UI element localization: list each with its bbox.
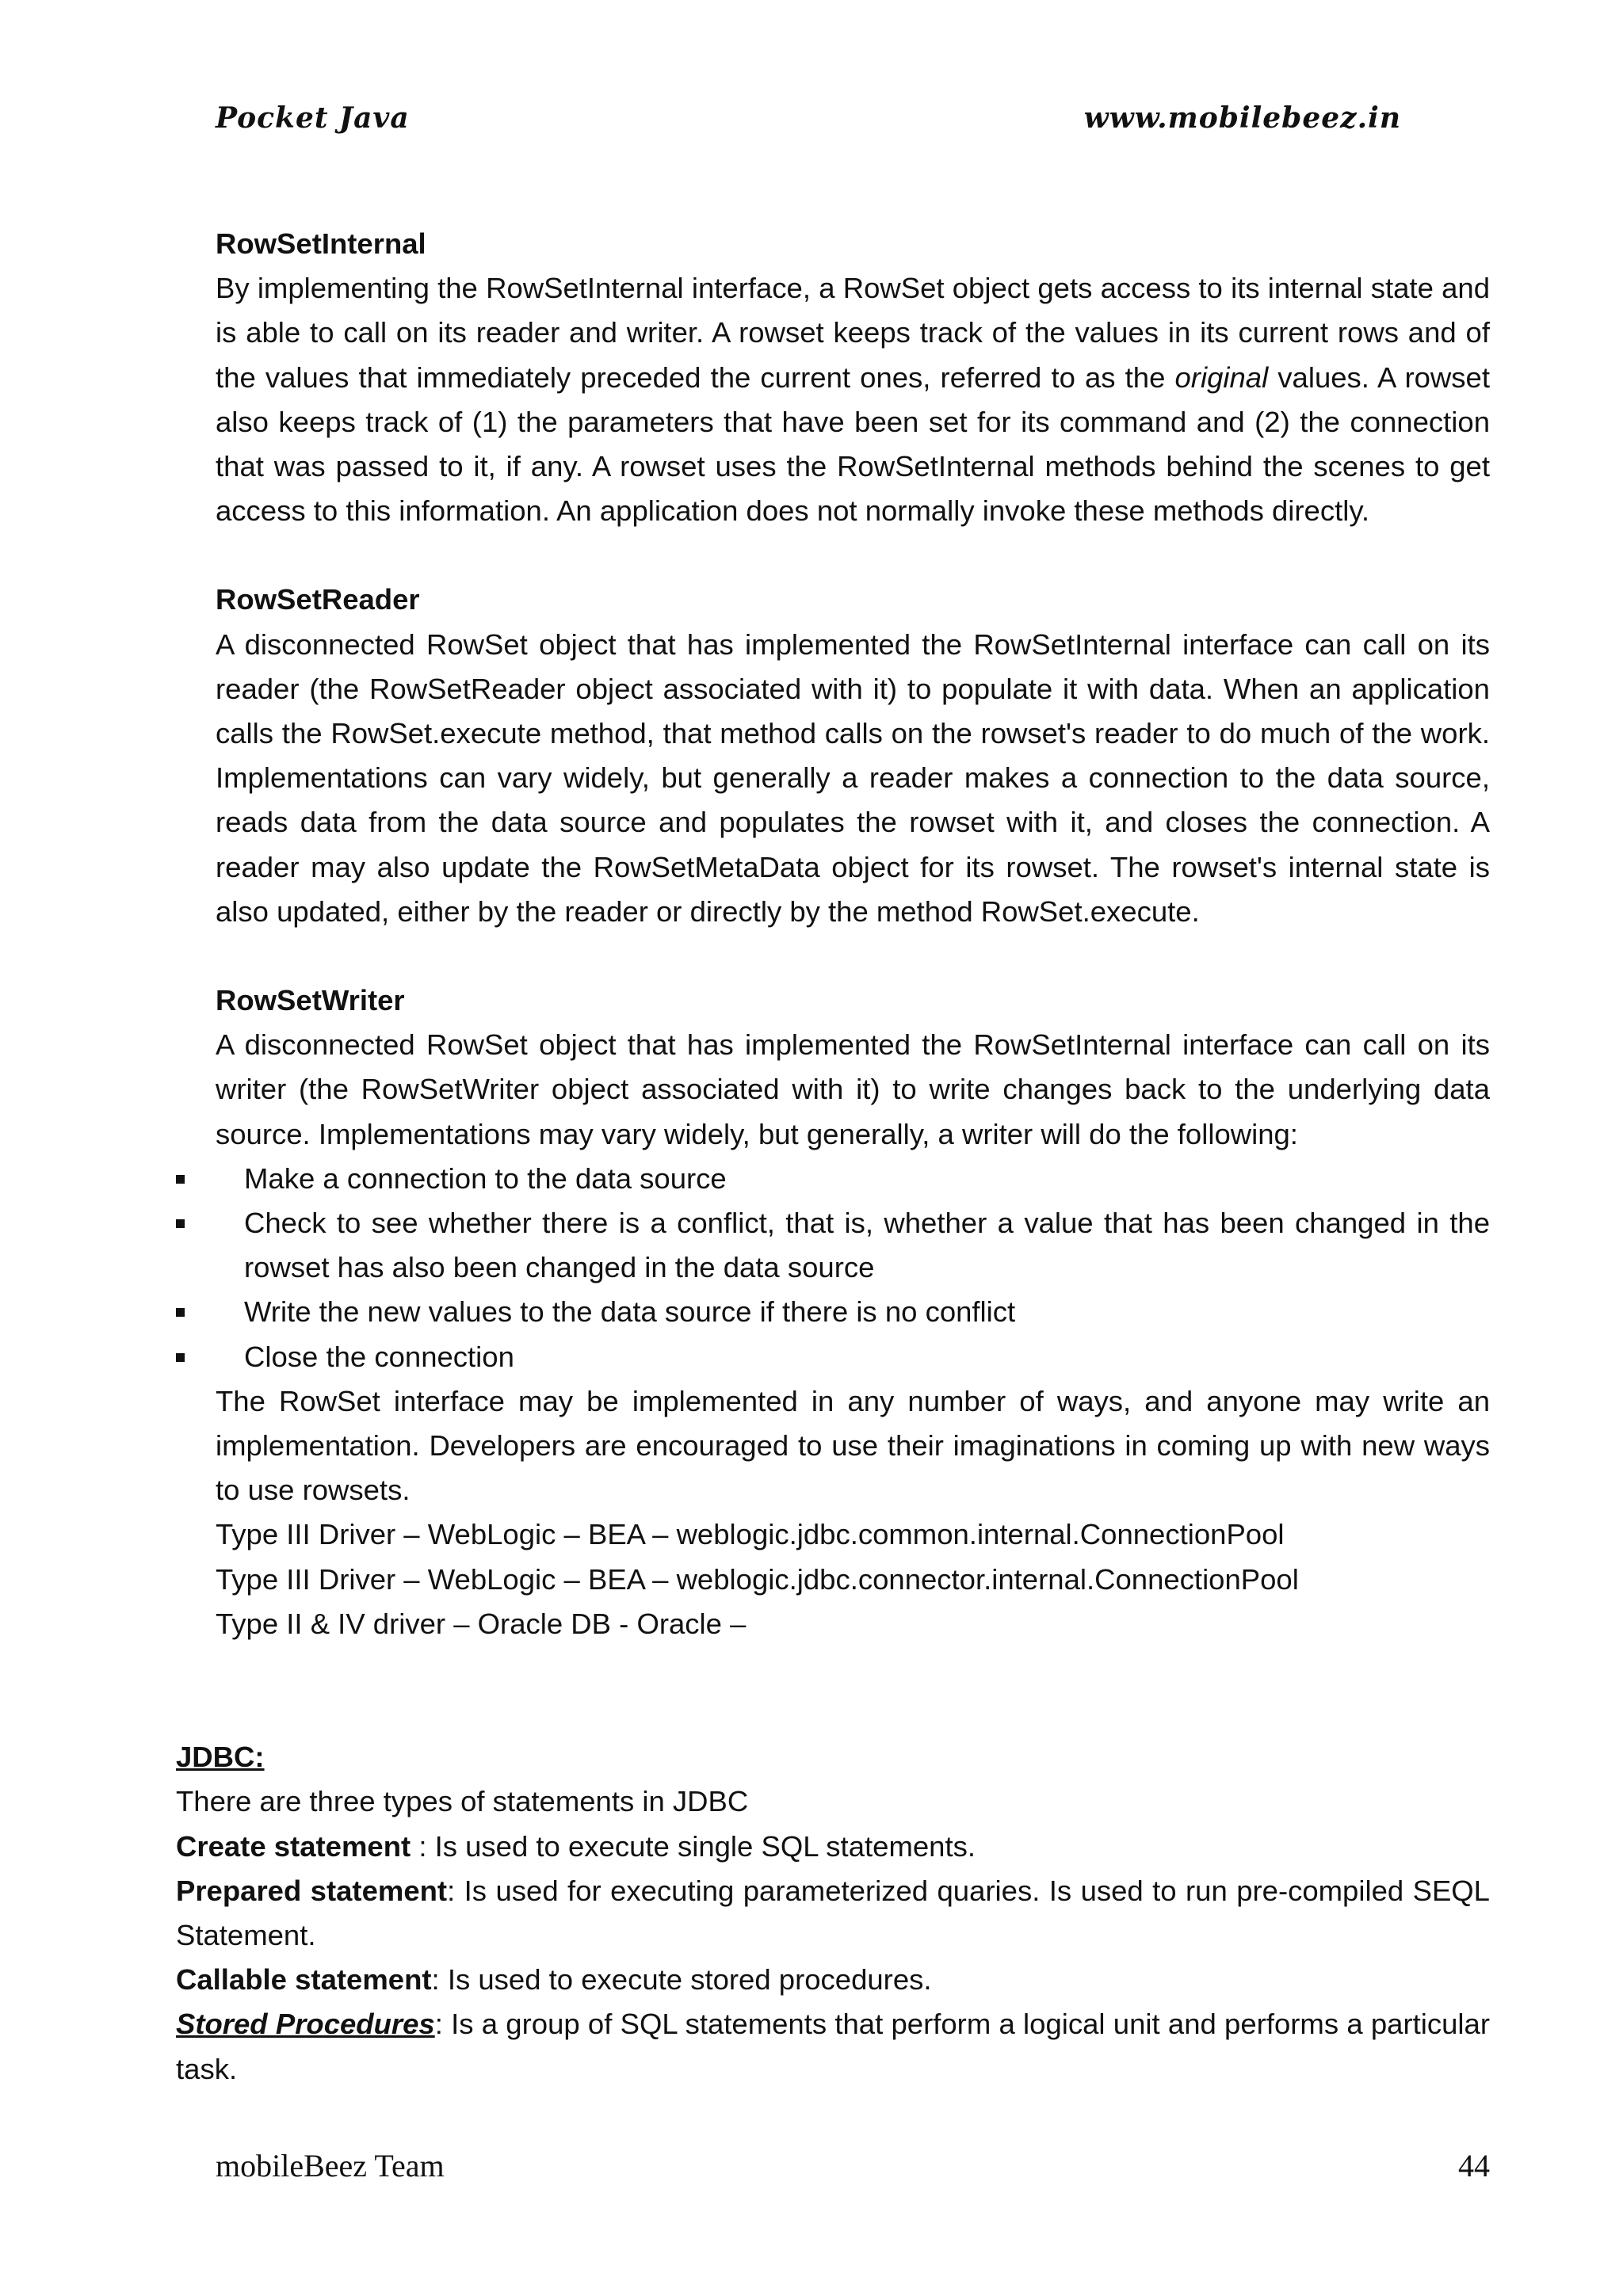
page-footer: [216, 2147, 1490, 2195]
statement-definition: [176, 1825, 1490, 1869]
list-item-text: Check to see whether there is a conflict, that is, whether a value that has been changed in the rowset has also been changed in the data source: [244, 1207, 1490, 1284]
section-body: The RowSet interface may be implemented in any number of ways, and anyone may write an implementation. Developers are encouraged to use their imaginations in coming up with new ways to use rowsets.: [216, 1384, 1490, 1507]
square-bullet-icon: [176, 1335, 189, 1379]
section-title: RowSetReader: [216, 583, 420, 616]
section-jdbc: [176, 1735, 1490, 2092]
section-title: RowSetWriter: [216, 984, 405, 1017]
section-body: [216, 266, 1490, 533]
list-item-text: Write the new values to the data source if there is no conflict: [244, 1295, 1016, 1329]
statement-term: Callable statement: [176, 1963, 432, 1997]
driver-line: Type II & IV driver – Oracle DB - Oracle –: [216, 1607, 747, 1640]
list-item: [176, 1335, 1490, 1379]
statement-definition: [176, 1958, 1490, 2002]
page-header: [216, 101, 1401, 149]
jdbc-intro: There are three types of statements in JDBC: [176, 1785, 749, 1818]
statement-term: Create statement: [176, 1829, 411, 1863]
statement-desc: : Is used for executing parameterized quaries. Is used to run pre-compiled SEQL Statement.: [176, 1874, 1490, 1951]
square-bullet-icon: [176, 1201, 189, 1245]
list-item: [176, 1201, 1490, 1290]
driver-line: Type III Driver – WebLogic – BEA – weblogic.jdbc.common.internal.ConnectionPool: [216, 1518, 1285, 1551]
square-bullet-icon: [176, 1290, 189, 1334]
section-rowsetinternal: [216, 222, 1490, 533]
stored-procedures-term: Stored Procedures: [176, 2008, 435, 2041]
bullet-list: [176, 1157, 1490, 1379]
statement-definition: [176, 1869, 1490, 1958]
list-item-text: Make a connection to the data source: [244, 1161, 727, 1195]
header-book-title: Pocket Java: [216, 101, 410, 135]
statement-desc: : Is used to execute single SQL statements.: [411, 1829, 976, 1863]
footer-team: mobileBeez Team: [216, 2148, 445, 2183]
list-item: [176, 1157, 1490, 1201]
section-title: RowSetInternal: [216, 227, 426, 260]
statement-desc: : Is used to execute stored procedures.: [431, 1963, 932, 1997]
body-text: values. A rowset also keeps track of (1) the parameters that have been set for its command and (2) the connection that was passed to it, if any. A rowset uses the RowSetInternal methods behind the scenes to get access to this information. An application does not normally invoke these methods directly.: [216, 360, 1490, 528]
header-website: www.mobilebeez.in: [1083, 101, 1401, 135]
page-number: 44: [1458, 2148, 1490, 2183]
jdbc-title: JDBC:: [176, 1741, 265, 1774]
list-item: [176, 1290, 1490, 1334]
body-text: By implementing the RowSetInternal interface, a RowSet object gets access to its internal state and is able to call on its reader and writer. A rowset keeps track of the values in its current rows and of the values that immediately preceded the current ones, referred to as the: [216, 272, 1490, 394]
driver-line: Type III Driver – WebLogic – BEA – weblogic.jdbc.connector.internal.ConnectionPool: [216, 1562, 1299, 1596]
section-rowsetwriter: [216, 978, 1490, 1646]
statement-term: Prepared statement: [176, 1874, 448, 1907]
list-item-text: Close the connection: [244, 1340, 514, 1373]
stored-procedures-definition: [176, 2002, 1490, 2091]
section-rowsetreader: [216, 578, 1490, 934]
section-body: A disconnected RowSet object that has implemented the RowSetInternal interface can call on its writer (the RowSetWriter object associated with it) to write changes back to the underlying data source. Implementations may vary widely, but generally, a writer will do the following:: [216, 1028, 1490, 1150]
page-content: [176, 222, 1490, 2092]
stored-procedures-desc: : Is a group of SQL statements that perform a logical unit and performs a particular task.: [176, 2008, 1490, 2085]
section-body: A disconnected RowSet object that has implemented the RowSetInternal interface can call on its reader (the RowSetReader object associated with it) to populate it with data. When an application calls the RowSet.execute method, that method calls on the rowset's reader to do much of the work. Implementations can vary widely, but generally a reader makes a connection to the data source, reads data from the data source and populates the rowset with it, and closes the connection. A reader may also update the RowSetMetaData object for its rowset. The rowset's internal state is also updated, either by the reader or directly by the method RowSet.execute.: [216, 627, 1490, 928]
italic-term: original: [1174, 360, 1269, 394]
square-bullet-icon: [176, 1157, 189, 1201]
